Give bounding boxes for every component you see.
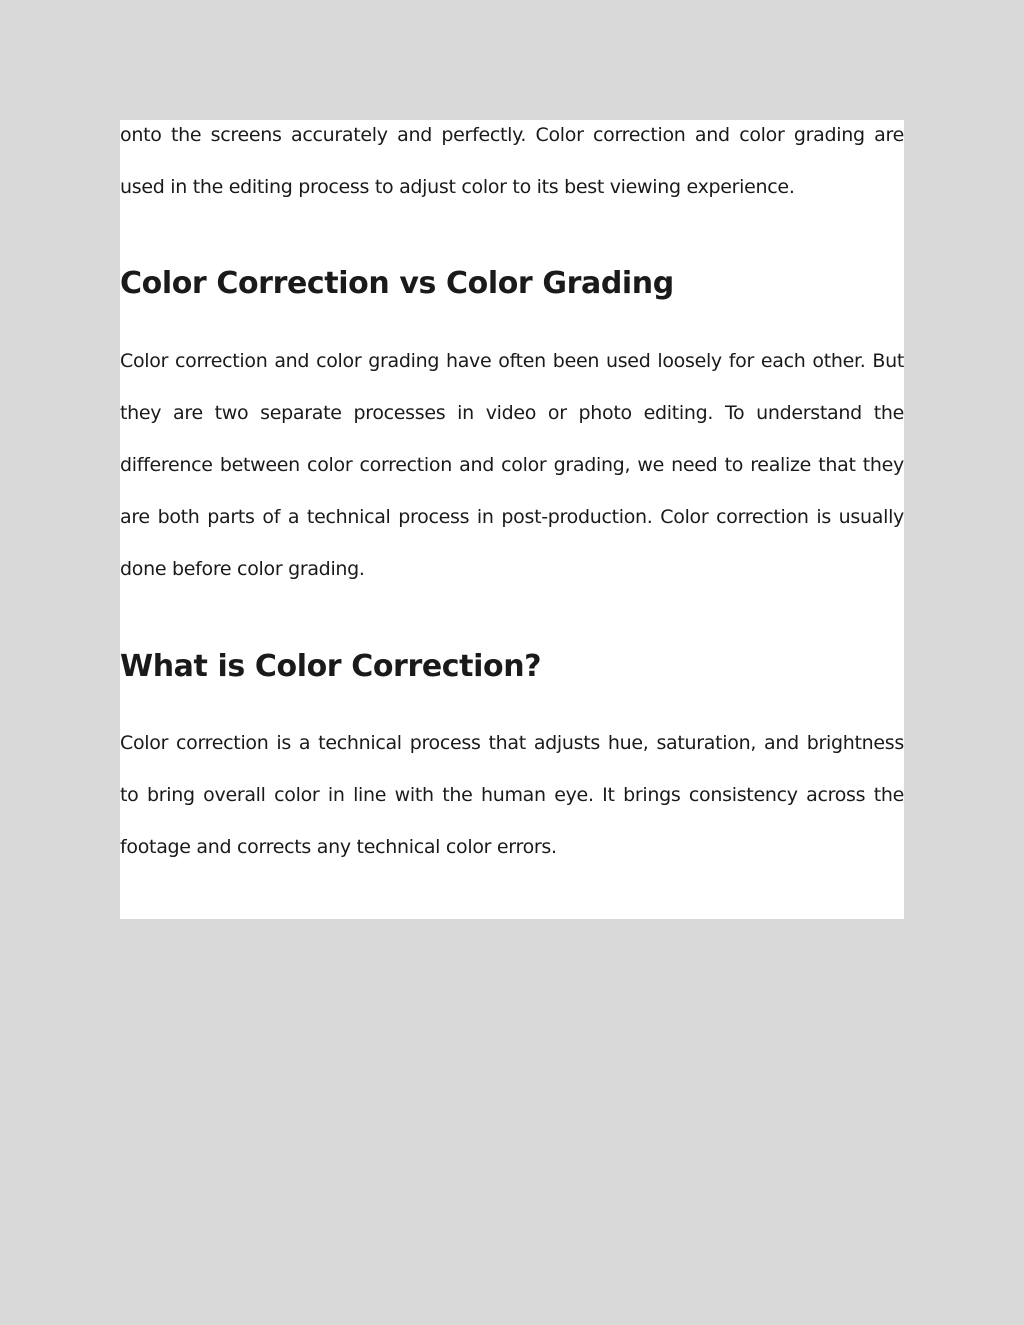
document-page [120, 120, 904, 919]
section-paragraph-color-correction-vs-grading: Color correction and color grading have often been used loosely for each other. But they are two separate processes in video or photo editing. To understand the difference between color correction and color grading, we need to realize that they are both parts of a technical process in post-production. Color correction is usually done before color grading. [120, 350, 904, 580]
section-heading-what-is-color-correction: What is Color Correction? [120, 649, 542, 684]
section-heading-color-correction-vs-grading: Color Correction vs Color Grading [120, 266, 674, 301]
intro-paragraph: onto the screens accurately and perfectly. Color correction and color grading are used in the editing process to adjust color to its best viewing experience. [120, 124, 904, 198]
section-paragraph-what-is-color-correction: Color correction is a technical process that adjusts hue, saturation, and brightness to bring overall color in line with the human eye. It brings consistency across the footage and corrects any technical color errors. [120, 732, 904, 858]
